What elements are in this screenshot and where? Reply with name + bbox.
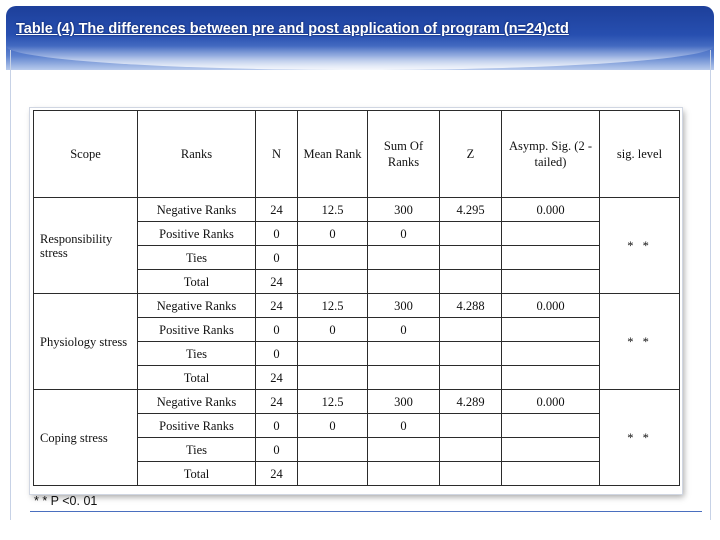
rank-cell: Negative Ranks bbox=[138, 390, 256, 414]
mean-rank-cell bbox=[298, 342, 368, 366]
sig-level-cell: * * bbox=[600, 390, 680, 486]
asymp-sig-cell bbox=[502, 318, 600, 342]
sig-level-cell: * * bbox=[600, 198, 680, 294]
asymp-sig-cell bbox=[502, 366, 600, 390]
sum-of-ranks-cell: 0 bbox=[368, 222, 440, 246]
mean-rank-cell: 12.5 bbox=[298, 198, 368, 222]
n-cell: 0 bbox=[256, 318, 298, 342]
sum-of-ranks-cell bbox=[368, 438, 440, 462]
mean-rank-cell: 0 bbox=[298, 414, 368, 438]
n-cell: 24 bbox=[256, 390, 298, 414]
n-cell: 0 bbox=[256, 414, 298, 438]
z-cell bbox=[440, 342, 502, 366]
decorative-line bbox=[710, 50, 711, 520]
decorative-line bbox=[10, 50, 11, 520]
rank-cell: Total bbox=[138, 462, 256, 486]
rank-cell: Positive Ranks bbox=[138, 318, 256, 342]
header-sum-of-ranks: Sum Of Ranks bbox=[368, 111, 440, 198]
rank-cell: Total bbox=[138, 366, 256, 390]
mean-rank-cell: 12.5 bbox=[298, 294, 368, 318]
n-cell: 24 bbox=[256, 462, 298, 486]
asymp-sig-cell bbox=[502, 270, 600, 294]
sum-of-ranks-cell: 0 bbox=[368, 318, 440, 342]
sum-of-ranks-cell bbox=[368, 246, 440, 270]
title-banner bbox=[6, 6, 714, 70]
z-cell: 4.295 bbox=[440, 198, 502, 222]
z-cell: 4.289 bbox=[440, 390, 502, 414]
header-sig-level: sig. level bbox=[600, 111, 680, 198]
asymp-sig-cell bbox=[502, 462, 600, 486]
n-cell: 0 bbox=[256, 246, 298, 270]
n-cell: 24 bbox=[256, 294, 298, 318]
rank-cell: Positive Ranks bbox=[138, 222, 256, 246]
sum-of-ranks-cell: 300 bbox=[368, 198, 440, 222]
header-n: N bbox=[256, 111, 298, 198]
sum-of-ranks-cell bbox=[368, 366, 440, 390]
mean-rank-cell: 12.5 bbox=[298, 390, 368, 414]
rank-cell: Positive Ranks bbox=[138, 414, 256, 438]
z-cell bbox=[440, 462, 502, 486]
mean-rank-cell: 0 bbox=[298, 222, 368, 246]
rank-cell: Negative Ranks bbox=[138, 294, 256, 318]
asymp-sig-cell bbox=[502, 414, 600, 438]
table-row bbox=[34, 390, 680, 414]
table-row bbox=[34, 294, 680, 318]
rank-cell: Negative Ranks bbox=[138, 198, 256, 222]
rank-cell: Total bbox=[138, 270, 256, 294]
n-cell: 24 bbox=[256, 270, 298, 294]
sum-of-ranks-cell bbox=[368, 462, 440, 486]
z-cell bbox=[440, 222, 502, 246]
z-cell bbox=[440, 414, 502, 438]
header-scope: Scope bbox=[34, 111, 138, 198]
asymp-sig-cell: 0.000 bbox=[502, 198, 600, 222]
header-row bbox=[34, 111, 680, 198]
sig-level-cell: * * bbox=[600, 294, 680, 390]
sum-of-ranks-cell bbox=[368, 270, 440, 294]
n-cell: 24 bbox=[256, 366, 298, 390]
asymp-sig-cell bbox=[502, 222, 600, 246]
asymp-sig-cell bbox=[502, 342, 600, 366]
scope-cell: Physiology stress bbox=[34, 294, 138, 390]
rank-cell: Ties bbox=[138, 438, 256, 462]
sum-of-ranks-cell: 300 bbox=[368, 390, 440, 414]
asymp-sig-cell: 0.000 bbox=[502, 390, 600, 414]
rank-cell: Ties bbox=[138, 246, 256, 270]
header-mean-rank: Mean Rank bbox=[298, 111, 368, 198]
z-cell bbox=[440, 438, 502, 462]
bottom-divider bbox=[30, 511, 702, 512]
mean-rank-cell bbox=[298, 438, 368, 462]
z-cell bbox=[440, 318, 502, 342]
banner-wave-decoration bbox=[6, 46, 714, 70]
mean-rank-cell bbox=[298, 246, 368, 270]
mean-rank-cell bbox=[298, 366, 368, 390]
header-z: Z bbox=[440, 111, 502, 198]
z-cell bbox=[440, 270, 502, 294]
mean-rank-cell bbox=[298, 270, 368, 294]
header-ranks: Ranks bbox=[138, 111, 256, 198]
rank-cell: Ties bbox=[138, 342, 256, 366]
header-asymp-sig: Asymp. Sig. (2 -tailed) bbox=[502, 111, 600, 198]
slide-title: Table (4) The differences between pre and post application of program (n=24)ctd bbox=[16, 21, 569, 37]
results-table bbox=[33, 110, 680, 486]
scope-cell: Responsibility stress bbox=[34, 198, 138, 294]
mean-rank-cell: 0 bbox=[298, 318, 368, 342]
n-cell: 24 bbox=[256, 198, 298, 222]
sum-of-ranks-cell: 0 bbox=[368, 414, 440, 438]
sum-of-ranks-cell: 300 bbox=[368, 294, 440, 318]
footnote: * * P <0. 01 bbox=[34, 494, 98, 508]
sum-of-ranks-cell bbox=[368, 342, 440, 366]
z-cell bbox=[440, 366, 502, 390]
asymp-sig-cell bbox=[502, 246, 600, 270]
z-cell bbox=[440, 246, 502, 270]
mean-rank-cell bbox=[298, 462, 368, 486]
asymp-sig-cell bbox=[502, 438, 600, 462]
table-row bbox=[34, 198, 680, 222]
n-cell: 0 bbox=[256, 438, 298, 462]
scope-cell: Coping stress bbox=[34, 390, 138, 486]
asymp-sig-cell: 0.000 bbox=[502, 294, 600, 318]
n-cell: 0 bbox=[256, 222, 298, 246]
z-cell: 4.288 bbox=[440, 294, 502, 318]
n-cell: 0 bbox=[256, 342, 298, 366]
